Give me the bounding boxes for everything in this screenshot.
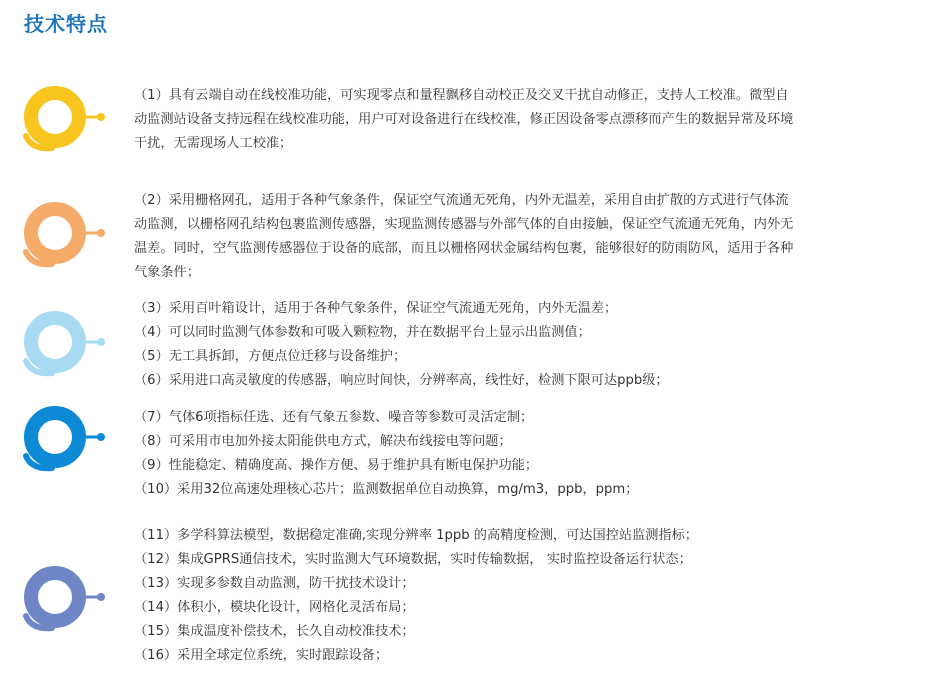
feature-line: （1）具有云端自动在线校准功能，可实现零点和量程飘移自动校正及交叉干扰自动修正，支持人工校准。微型自 <box>134 88 789 103</box>
ring-icon-light-blue <box>22 311 114 377</box>
feature-line: 动监测，以栅格网孔结构包裹监测传感器，实现监测传感器与外部气体的自由接触，保证空气流通无死角，内外无 <box>134 217 794 232</box>
page-title: 技术特点 <box>24 12 108 36</box>
feature-line: 动监测站设备支持远程在线校准功能，用户可对设备进行在线校准，修正因设备零点漂移而产生的数据异常及环境 <box>134 112 794 127</box>
feature-line: （5）无工具拆卸，方便点位迁移与设备维护； <box>134 349 407 364</box>
feature-line: （8）可采用市电加外接太阳能供电方式，解决布线接电等问题； <box>134 434 512 449</box>
feature-line: （2）采用栅格网孔，适用于各种气象条件，保证空气流通无死角，内外无温差，采用自由扩散的方式进行气体流 <box>134 193 789 208</box>
feature-line: （12）集成GPRS通信技术，实时监测大气环境数据，实时传输数据， 实时监控设备运行状态； <box>134 552 692 567</box>
feature-line: （10）采用32位高速处理核心芯片；监测数据单位自动换算，mg/m3，ppb，ppm； <box>134 482 639 497</box>
feature-line: 干扰，无需现场人工校准； <box>134 136 293 151</box>
feature-line: 气象条件； <box>134 265 200 280</box>
feature-line: （7）气体6项指标任选、还有气象五参数、噪音等参数可灵活定制； <box>134 410 534 425</box>
feature-line: （3）采用百叶箱设计，适用于各种气象条件，保证空气流通无死角，内外无温差； <box>134 301 618 316</box>
ring-icon-yellow <box>22 86 114 152</box>
feature-line: （11）多学科算法模型，数据稳定准确,实现分辨率 1ppb 的高精度检测，可达国控站监测指标； <box>134 528 698 543</box>
feature-line: （4）可以同时监测气体参数和可吸入颗粒物，并在数据平台上显示出监测值； <box>134 325 591 340</box>
feature-line: （9）性能稳定、精确度高、操作方便、易于维护具有断电保护功能； <box>134 458 539 473</box>
feature-line: （14）体积小，模块化设计，网格化灵活布局； <box>134 600 415 615</box>
feature-line: （15）集成温度补偿技术，长久自动校准技术； <box>134 624 415 639</box>
ring-icon-orange <box>22 202 114 268</box>
feature-line: （16）采用全球定位系统，实时跟踪设备； <box>134 648 389 663</box>
feature-line: （13）实现多参数自动监测，防干扰技术设计； <box>134 576 415 591</box>
ring-icon-indigo <box>22 566 114 632</box>
feature-line: 温差。同时，空气监测传感器位于设备的底部，而且以栅格网状金属结构包裹，能够很好的防雨防风，适用于各种 <box>134 241 794 256</box>
feature-line: （6）采用进口高灵敏度的传感器，响应时间快，分辨率高，线性好，检测下限可达ppb级； <box>134 373 669 388</box>
ring-icon-blue <box>22 406 114 472</box>
